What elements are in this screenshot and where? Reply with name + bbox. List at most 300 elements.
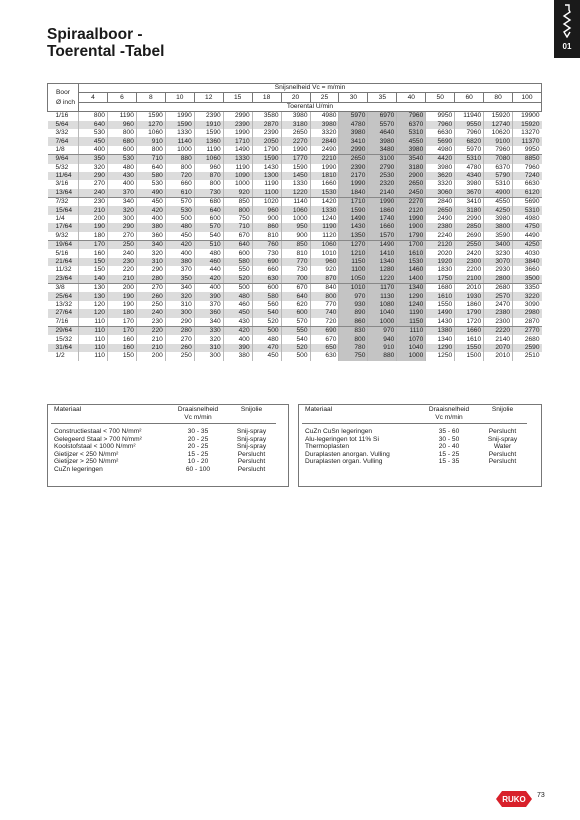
rpm-cell: 610 <box>165 189 194 198</box>
rpm-cell: 1710 <box>339 198 368 207</box>
rpm-cell: 1240 <box>397 301 426 309</box>
rpm-cell: 930 <box>339 301 368 309</box>
rpm-cell: 710 <box>223 223 252 231</box>
rpm-cell: 1010 <box>310 249 339 257</box>
rpm-cell: 660 <box>252 266 281 274</box>
rpm-cell: 1120 <box>310 232 339 241</box>
rpm-cell: 7240 <box>513 172 542 180</box>
rpm-cell: 1130 <box>368 292 397 300</box>
rpm-cell: 8850 <box>513 155 542 164</box>
diameter-cell: 3/16 <box>48 180 79 188</box>
rpm-cell: 400 <box>107 180 136 188</box>
material-speed: 15 - 25 <box>438 450 460 458</box>
speed-value: 60 <box>455 93 484 102</box>
rpm-cell: 10620 <box>484 129 513 137</box>
rpm-cell: 1590 <box>165 121 194 129</box>
material-speed: 20 - 25 <box>187 435 209 443</box>
material-name: Gelegeerd Staal > 700 N/mm² <box>54 435 142 443</box>
rpm-cell: 900 <box>252 215 281 223</box>
rpm-cell: 540 <box>252 309 281 317</box>
rpm-cell: 310 <box>136 258 165 266</box>
material-coolant: Perslucht <box>237 458 266 465</box>
rpm-cell: 1060 <box>194 155 223 164</box>
rpm-cell: 360 <box>194 309 223 317</box>
speed-header: Draaisnelheid Vc m/min <box>420 404 478 424</box>
rpm-cell: 2650 <box>397 180 426 188</box>
rpm-cell: 920 <box>223 189 252 198</box>
rpm-cell: 850 <box>281 241 310 250</box>
table-row <box>48 292 542 300</box>
rpm-cell: 5310 <box>397 129 426 137</box>
diameter-cell: 9/32 <box>48 232 79 241</box>
rpm-cell: 1990 <box>339 180 368 188</box>
boor-label: Boor <box>56 88 70 96</box>
rpm-cell: 450 <box>223 309 252 317</box>
speed-header: Snijsnelheid Vc = m/min <box>79 84 542 93</box>
rpm-cell: 1740 <box>368 215 397 223</box>
rpm-cell: 1210 <box>339 249 368 257</box>
material-row <box>302 451 527 459</box>
diameter-cell: 11/64 <box>48 172 79 180</box>
rpm-cell: 190 <box>79 223 108 231</box>
rpm-cell: 1720 <box>455 318 484 327</box>
rpm-cell: 2420 <box>455 249 484 257</box>
rpm-cell: 1040 <box>368 309 397 317</box>
rpm-cell: 730 <box>252 249 281 257</box>
material-coolant: Snij-spray <box>236 443 267 450</box>
rpm-cell: 15920 <box>513 121 542 129</box>
rpm-cell: 2380 <box>484 309 513 317</box>
rpm-cell: 12740 <box>484 121 513 129</box>
rpm-cell: 2270 <box>397 198 426 207</box>
rpm-cell: 2570 <box>484 292 513 300</box>
rpm-cell: 720 <box>165 172 194 180</box>
rpm-cell: 11940 <box>455 112 484 121</box>
rpm-cell: 4550 <box>484 198 513 207</box>
rpm-cell: 1590 <box>252 155 281 164</box>
material-row <box>51 443 276 451</box>
rpm-cell: 770 <box>310 301 339 309</box>
diameter-cell: 7/16 <box>48 318 79 327</box>
rpm-cell: 800 <box>194 180 223 188</box>
rpm-cell: 870 <box>310 275 339 284</box>
rpm-cell: 5970 <box>339 112 368 121</box>
rpm-cell: 1460 <box>397 266 426 274</box>
table-row <box>48 206 542 214</box>
table-row <box>48 344 542 352</box>
rpm-cell: 1770 <box>281 155 310 164</box>
rpm-table <box>47 83 542 361</box>
rpm-cell: 400 <box>223 335 252 343</box>
rpm-cell: 3980 <box>484 215 513 223</box>
table-row <box>48 241 542 250</box>
rpm-cell: 9950 <box>513 146 542 155</box>
rpm-cell: 1590 <box>194 129 223 137</box>
material-coolant: Snij-spray <box>236 435 267 443</box>
diameter-cell: 17/64 <box>48 223 79 231</box>
rpm-cell: 3400 <box>484 241 513 250</box>
rpm-cell: 340 <box>194 318 223 327</box>
rpm-cell: 200 <box>79 215 108 223</box>
rpm-cell: 1190 <box>223 164 252 172</box>
material-name: Gietijzer < 250 N/mm² <box>54 450 119 458</box>
rpm-cell: 310 <box>194 344 223 352</box>
rpm-cell: 480 <box>107 164 136 172</box>
rpm-cell: 370 <box>194 301 223 309</box>
rpm-cell: 1610 <box>455 335 484 343</box>
rpm-cell: 110 <box>79 344 108 352</box>
rpm-cell: 240 <box>79 189 108 198</box>
rpm-cell: 6820 <box>455 137 484 145</box>
rpm-cell: 480 <box>165 223 194 231</box>
rpm-cell: 280 <box>165 326 194 335</box>
rpm-cell: 570 <box>281 318 310 327</box>
rpm-cell: 6630 <box>426 129 455 137</box>
rpm-cell: 810 <box>281 249 310 257</box>
rpm-cell: 1860 <box>455 301 484 309</box>
table-row <box>48 352 542 360</box>
rpm-cell: 1150 <box>339 258 368 266</box>
rpm-cell: 2170 <box>339 172 368 180</box>
rpm-cell: 830 <box>339 326 368 335</box>
rpm-cell: 6970 <box>368 112 397 121</box>
rpm-cell: 750 <box>339 352 368 360</box>
rpm-cell: 570 <box>194 223 223 231</box>
rpm-cell: 890 <box>339 309 368 317</box>
rpm-cell: 940 <box>368 335 397 343</box>
rpm-cell: 2140 <box>368 189 397 198</box>
rpm-cell: 480 <box>252 335 281 343</box>
rpm-cell: 430 <box>223 318 252 327</box>
rpm-cell: 2270 <box>281 137 310 145</box>
table-row <box>48 301 542 309</box>
rpm-cell: 4640 <box>368 129 397 137</box>
material-name: Thermoplasten <box>305 443 349 450</box>
rpm-cell: 3980 <box>339 129 368 137</box>
rpm-cell: 1340 <box>368 258 397 266</box>
speed-value: 15 <box>223 93 252 102</box>
rpm-cell: 1790 <box>252 146 281 155</box>
rpm-cell: 2050 <box>252 137 281 145</box>
rpm-cell: 5690 <box>426 137 455 145</box>
rpm-cell: 3100 <box>368 155 397 164</box>
rpm-cell: 1900 <box>397 223 426 231</box>
rpm-cell: 2300 <box>484 318 513 327</box>
material-coolant: Perslucht <box>488 450 517 458</box>
rpm-cell: 2870 <box>252 121 281 129</box>
rpm-cell: 150 <box>79 258 108 266</box>
rpm-cell: 480 <box>194 249 223 257</box>
logo-text: RUKO <box>502 795 526 804</box>
rpm-cell: 420 <box>136 206 165 214</box>
rpm-cell: 1610 <box>426 292 455 300</box>
rpm-cell: 2320 <box>368 180 397 188</box>
table-row <box>48 249 542 257</box>
rpm-cell: 1710 <box>223 137 252 145</box>
diameter-cell: 15/64 <box>48 206 79 214</box>
chapter-number: 01 <box>562 42 572 51</box>
table-row <box>48 198 542 207</box>
rpm-cell: 750 <box>223 215 252 223</box>
table-row <box>48 318 542 327</box>
rpm-cell: 1610 <box>397 249 426 257</box>
rpm-cell: 960 <box>194 164 223 172</box>
material-speed: 15 - 35 <box>438 458 460 465</box>
rpm-cell: 400 <box>79 146 108 155</box>
rpm-cell: 9100 <box>484 137 513 145</box>
rpm-cell: 4980 <box>426 146 455 155</box>
rpm-cell: 800 <box>136 146 165 155</box>
speed-value: 4 <box>79 93 108 102</box>
material-row <box>302 443 527 451</box>
rpm-cell: 1430 <box>426 318 455 327</box>
material-speed: 60 - 100 <box>185 465 211 473</box>
rpm-cell: 3180 <box>397 164 426 172</box>
rpm-cell: 2900 <box>397 172 426 180</box>
rpm-cell: 600 <box>107 146 136 155</box>
rpm-cell: 230 <box>107 258 136 266</box>
rpm-cell: 5690 <box>513 198 542 207</box>
rpm-cell: 4030 <box>513 249 542 257</box>
rpm-cell: 7960 <box>397 112 426 121</box>
material-name: Duraplasten organ. Vulling <box>305 458 383 465</box>
rpm-cell: 1430 <box>339 223 368 231</box>
rpm-cell: 2100 <box>455 275 484 284</box>
rpm-cell: 2850 <box>455 223 484 231</box>
rpm-cell: 1860 <box>368 206 397 214</box>
coolant-header: Snijolie <box>227 404 276 424</box>
rpm-cell: 4250 <box>484 206 513 214</box>
diameter-cell: 3/8 <box>48 283 79 292</box>
material-coolant: Water <box>493 443 512 450</box>
speed-value: 35 <box>368 93 397 102</box>
rpm-cell: 1590 <box>339 206 368 214</box>
rpm-cell: 2020 <box>426 249 455 257</box>
rpm-cell: 580 <box>223 258 252 266</box>
rpm-cell: 2140 <box>484 335 513 343</box>
material-speed: 30 - 35 <box>187 428 209 435</box>
rpm-cell: 1430 <box>252 164 281 172</box>
rpm-cell: 2200 <box>455 266 484 274</box>
material-row <box>51 466 276 474</box>
rpm-cell: 350 <box>79 155 108 164</box>
rpm-cell: 3980 <box>397 146 426 155</box>
rpm-header: Toerental U/min <box>79 102 542 111</box>
material-name: Constructiestaal < 700 N/mm² <box>54 428 142 435</box>
materials-table-left <box>51 404 276 473</box>
rpm-cell: 570 <box>165 198 194 207</box>
rpm-cell: 170 <box>107 318 136 327</box>
rpm-cell: 640 <box>223 241 252 250</box>
rpm-cell: 810 <box>252 232 281 241</box>
rpm-cell: 140 <box>79 275 108 284</box>
rpm-cell: 2790 <box>368 164 397 172</box>
rpm-cell: 720 <box>310 318 339 327</box>
rpm-cell: 1090 <box>223 172 252 180</box>
rpm-cell: 870 <box>194 172 223 180</box>
rpm-cell: 290 <box>165 318 194 327</box>
page-title <box>47 26 164 60</box>
rpm-cell: 2210 <box>310 155 339 164</box>
rpm-cell: 3840 <box>513 258 542 266</box>
rpm-cell: 300 <box>165 309 194 317</box>
rpm-cell: 880 <box>165 155 194 164</box>
speed-value: 20 <box>281 93 310 102</box>
rpm-cell: 530 <box>136 180 165 188</box>
rpm-cell: 1680 <box>426 283 455 292</box>
rpm-cell: 1920 <box>426 258 455 266</box>
rpm-cell: 7080 <box>484 155 513 164</box>
diameter-cell: 5/16 <box>48 249 79 257</box>
rpm-cell: 170 <box>107 326 136 335</box>
material-row <box>302 458 527 466</box>
rpm-cell: 1550 <box>455 344 484 352</box>
rpm-cell: 120 <box>79 309 108 317</box>
diameter-cell: 15/32 <box>48 335 79 343</box>
rpm-cell: 2490 <box>310 146 339 155</box>
rpm-cell: 13270 <box>513 129 542 137</box>
rpm-cell: 1340 <box>397 283 426 292</box>
rpm-cell: 2690 <box>455 232 484 241</box>
rpm-cell: 5790 <box>484 172 513 180</box>
rpm-cell: 840 <box>310 283 339 292</box>
diameter-cell: 3/32 <box>48 129 79 137</box>
rpm-cell: 960 <box>252 206 281 214</box>
boor-diameter-header <box>48 84 79 112</box>
rpm-cell: 200 <box>107 283 136 292</box>
rpm-cell: 630 <box>252 275 281 284</box>
rpm-cell: 330 <box>194 326 223 335</box>
rpm-cell: 880 <box>368 352 397 360</box>
diameter-cell: 1/16 <box>48 112 79 121</box>
speed-value: 30 <box>339 93 368 102</box>
rpm-cell: 1840 <box>339 189 368 198</box>
speed-value: 100 <box>513 93 542 102</box>
diameter-cell: 27/64 <box>48 309 79 317</box>
speed-values-row <box>48 93 542 102</box>
rpm-cell: 460 <box>223 301 252 309</box>
rpm-cell: 1990 <box>397 215 426 223</box>
rpm-cell: 320 <box>107 206 136 214</box>
rpm-cell: 700 <box>281 275 310 284</box>
rpm-cell: 6370 <box>484 164 513 172</box>
rpm-cell: 5310 <box>484 180 513 188</box>
rpm-cell: 1810 <box>310 172 339 180</box>
rpm-cell: 1570 <box>368 232 397 241</box>
table-row <box>48 129 542 137</box>
material-name: Duraplasten anorgan. Vulling <box>305 450 390 458</box>
rpm-cell: 1790 <box>455 309 484 317</box>
rpm-cell: 3180 <box>281 121 310 129</box>
rpm-cell: 3980 <box>281 112 310 121</box>
rpm-cell: 320 <box>194 335 223 343</box>
rpm-cell: 920 <box>310 266 339 274</box>
rpm-cell: 520 <box>223 275 252 284</box>
rpm-cell: 370 <box>107 189 136 198</box>
rpm-cell: 690 <box>252 258 281 266</box>
material-name: Koolstofstaal < 1000 N/mm² <box>54 443 136 450</box>
rpm-cell: 4340 <box>455 172 484 180</box>
rpm-cell: 1830 <box>426 266 455 274</box>
table-row <box>48 121 542 129</box>
rpm-cell: 1190 <box>194 146 223 155</box>
rpm-cell: 340 <box>165 283 194 292</box>
material-speed: 15 - 25 <box>187 450 209 458</box>
rpm-cell: 530 <box>107 155 136 164</box>
rpm-cell: 3220 <box>513 292 542 300</box>
rpm-cell: 2990 <box>455 215 484 223</box>
rpm-cell: 2930 <box>484 266 513 274</box>
rpm-cell: 2450 <box>397 189 426 198</box>
rpm-cell: 170 <box>79 241 108 250</box>
material-coolant: Perslucht <box>488 458 517 465</box>
material-coolant: Perslucht <box>237 450 266 458</box>
material-row <box>302 436 527 444</box>
rpm-cell: 2380 <box>426 223 455 231</box>
rpm-cell: 500 <box>165 215 194 223</box>
rpm-cell: 320 <box>79 164 108 172</box>
rpm-cell: 800 <box>79 112 108 121</box>
rpm-cell: 160 <box>107 335 136 343</box>
rpm-cell: 2550 <box>455 241 484 250</box>
rpm-cell: 1150 <box>397 318 426 327</box>
rpm-cell: 4750 <box>513 223 542 231</box>
table-row <box>48 275 542 284</box>
rpm-cell: 460 <box>194 258 223 266</box>
speed-value: 80 <box>484 93 513 102</box>
rpm-cell: 400 <box>165 249 194 257</box>
diameter-cell: 29/64 <box>48 326 79 335</box>
rpm-cell: 1060 <box>310 241 339 250</box>
rpm-cell: 270 <box>107 232 136 241</box>
title-line-1: Spiraalboor - <box>47 26 143 43</box>
rpm-cell: 250 <box>107 241 136 250</box>
rpm-cell: 1000 <box>397 352 426 360</box>
rpm-cell: 3980 <box>368 137 397 145</box>
rpm-cell: 1140 <box>165 137 194 145</box>
rpm-cell: 260 <box>165 344 194 352</box>
rpm-cell: 640 <box>136 164 165 172</box>
title-line-2: Toerental -Tabel <box>47 43 165 60</box>
rpm-cell: 730 <box>281 266 310 274</box>
rpm-cell: 1110 <box>397 326 426 335</box>
diameter-cell: 23/64 <box>48 275 79 284</box>
rpm-cell: 1400 <box>397 275 426 284</box>
rpm-cell: 190 <box>107 301 136 309</box>
rpm-cell: 670 <box>281 283 310 292</box>
rpm-cell: 2650 <box>339 155 368 164</box>
rpm-cell: 6120 <box>513 189 542 198</box>
rpm-cell: 660 <box>165 180 194 188</box>
rpm-cell: 470 <box>252 344 281 352</box>
table-row <box>48 164 542 172</box>
rpm-cell: 380 <box>136 223 165 231</box>
rpm-cell: 180 <box>79 232 108 241</box>
material-row <box>51 436 276 444</box>
rpm-cell: 1410 <box>368 249 397 257</box>
rpm-cell: 2680 <box>513 335 542 343</box>
speed-value: 50 <box>426 93 455 102</box>
rpm-cell: 380 <box>223 352 252 360</box>
material-coolant: Perslucht <box>237 465 266 473</box>
rpm-cell: 4980 <box>513 215 542 223</box>
diameter-label: Ø inch <box>56 98 76 106</box>
rpm-cell: 850 <box>223 198 252 207</box>
diameter-cell: 1/4 <box>48 215 79 223</box>
rpm-cell: 800 <box>165 164 194 172</box>
rpm-cell: 450 <box>165 232 194 241</box>
rpm-cell: 1350 <box>339 232 368 241</box>
